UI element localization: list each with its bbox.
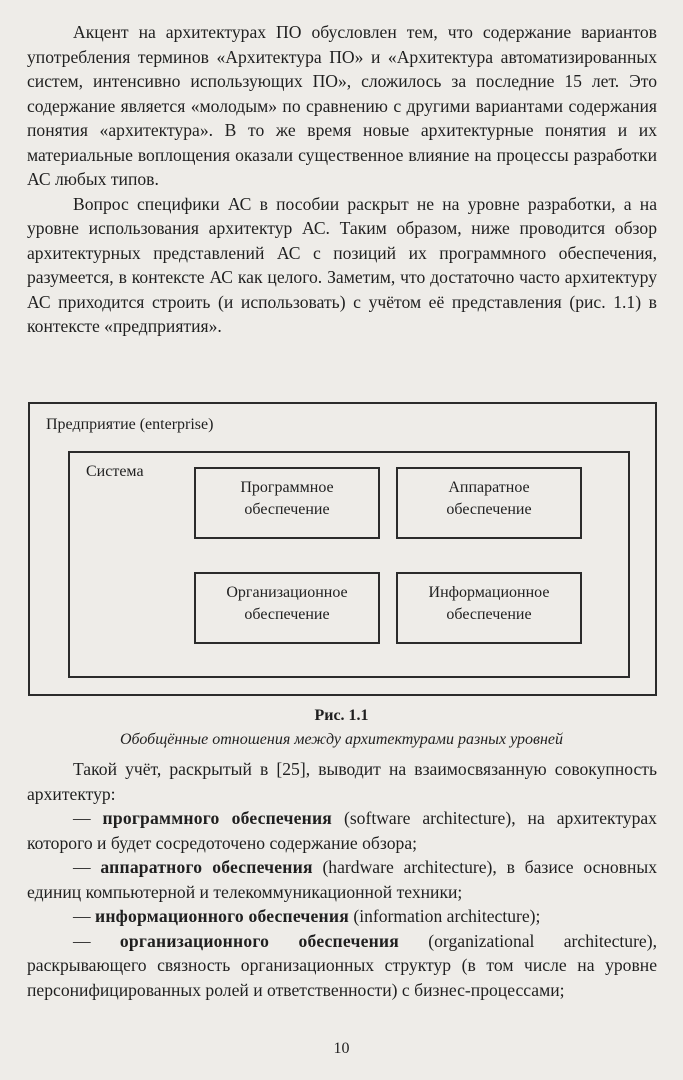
list-dash: — bbox=[73, 808, 103, 828]
figure-caption-subtitle: Обобщённые отношения между архитектурами разных уровней bbox=[119, 731, 563, 748]
software-box-line2: обеспечение bbox=[244, 501, 330, 518]
paragraph-architectures-intro: Такой учёт, раскрытый в [25], выводит на взаимосвязанную совокупность архитектур: bbox=[27, 759, 657, 804]
hardware-box-line1: Аппаратное bbox=[448, 479, 530, 496]
list-rest-software: (software architecture), на архитектурах которого и будет сосредоточено содержание обзора; bbox=[27, 808, 657, 853]
enterprise-label: Предприятие (enterprise) bbox=[46, 416, 214, 433]
list-term-information: информационного обеспечения bbox=[95, 906, 349, 926]
list-item-information bbox=[27, 904, 657, 929]
software-box-line1: Программное bbox=[240, 479, 334, 496]
page-number: 10 bbox=[333, 1040, 350, 1057]
organizational-box-line1: Организационное bbox=[226, 584, 348, 601]
hardware-box bbox=[396, 467, 582, 539]
informational-box-line2: обеспечение bbox=[446, 606, 532, 623]
list-dash: — bbox=[73, 930, 120, 951]
informational-box-line1: Информационное bbox=[428, 584, 550, 601]
list-term-software: программного обеспечения bbox=[102, 808, 333, 828]
figure-system-frame bbox=[68, 451, 630, 678]
system-label: Система bbox=[86, 463, 144, 480]
paragraph-architecture-emphasis: Акцент на архитектурах ПО обусловлен тем, что содержание вариантов употребления терминов «Архитектура ПО» и «Архитектура автоматизированных систем, интенсивно использующих ПО», сложилось за последние 15 лет. Это содержание является «молодым» по сравнению с другими вариантами содержания понятия «архитектура». В то же время новые архитектурные понятия и их материальные воплощения оказали существенное влияние на процессы разработки АС любых типов. bbox=[27, 22, 657, 189]
body-text-bottom bbox=[27, 757, 657, 1002]
list-rest-information: (information architecture); bbox=[348, 906, 541, 926]
list-rest-hardware: (hardware architecture), в базисе основных единиц компьютерной и телекоммуникационной техники; bbox=[27, 857, 657, 902]
list-item-software bbox=[27, 806, 657, 855]
paragraph-as-specifics: Вопрос специфики АС в пособии раскрыт не на уровне разработки, а на уровне использования архитектур АС. Таким образом, ниже проводится обзор архитектурных представлений АС с позиций их программного обеспечения, разумеется, в контексте АС как целого. Заметим, что достаточно часто архитектуру АС приходится строить (и использовать) с учётом её представления (рис. 1.1) в контексте «предприятия». bbox=[27, 193, 657, 336]
software-box bbox=[194, 467, 380, 539]
body-text-top bbox=[27, 20, 657, 339]
organizational-box bbox=[194, 572, 380, 644]
figure-caption-number: Рис. 1.1 bbox=[314, 707, 369, 724]
list-rest-organizational: (organizational architecture), раскрывающего связность организационных структур (в том числе на уровне персонифицированных ролей и ответственности) с бизнес-процессами; bbox=[27, 930, 657, 1000]
list-dash: — bbox=[73, 906, 95, 926]
list-dash: — bbox=[73, 857, 101, 877]
informational-box bbox=[396, 572, 582, 644]
list-item-hardware bbox=[27, 855, 657, 904]
figure-enterprise-frame bbox=[28, 402, 657, 696]
organizational-box-line2: обеспечение bbox=[244, 606, 330, 623]
list-term-organizational: организационного обеспечения bbox=[119, 930, 399, 951]
list-item-organizational bbox=[27, 929, 657, 1003]
list-term-hardware: аппаратного обеспечения bbox=[100, 857, 313, 877]
hardware-box-line2: обеспечение bbox=[446, 501, 532, 518]
